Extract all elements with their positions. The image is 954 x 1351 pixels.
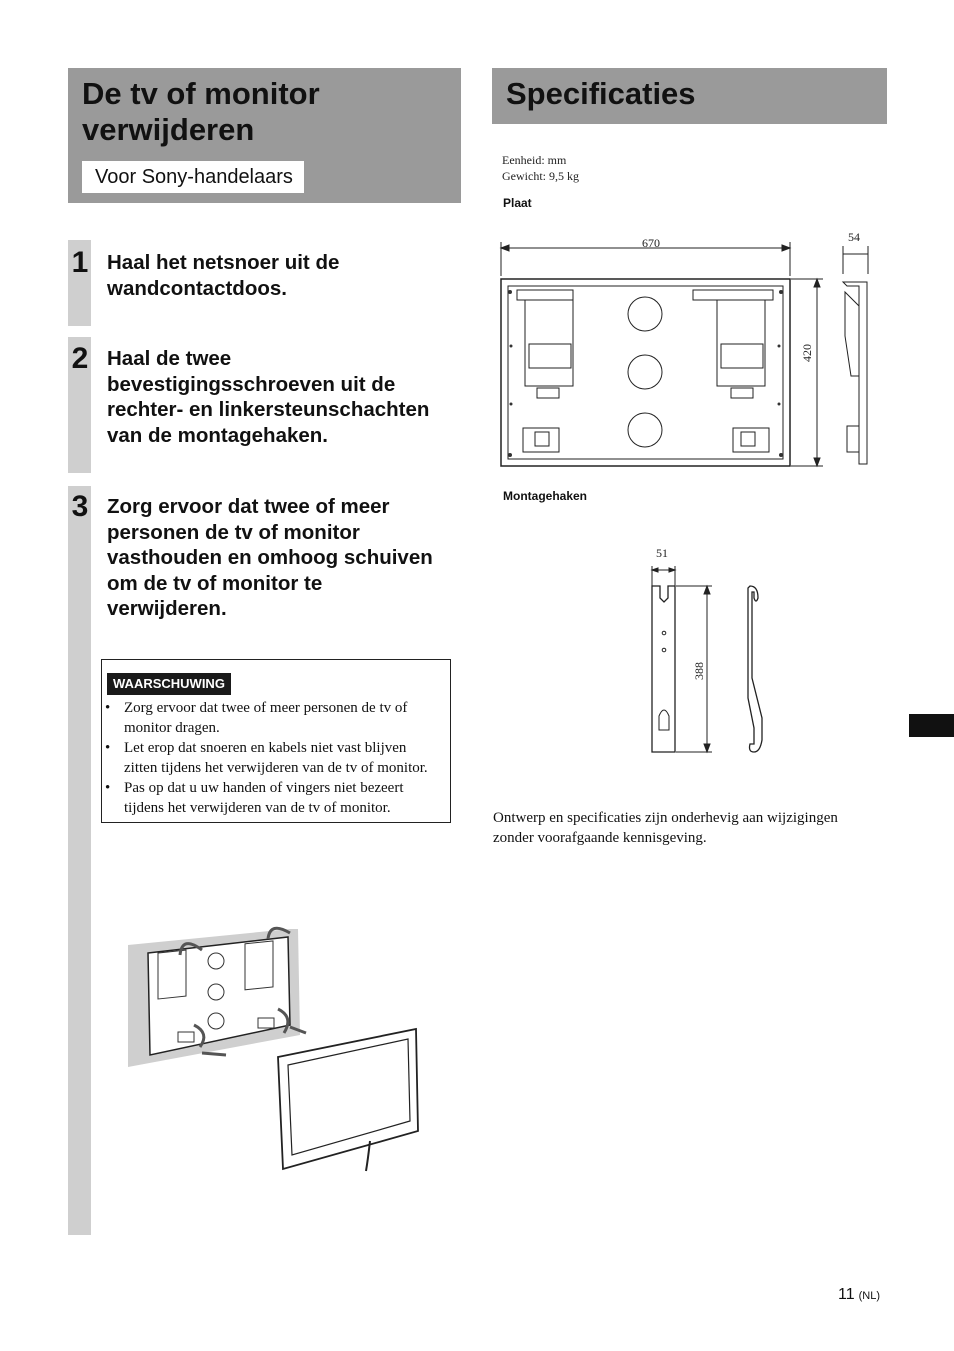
warning-item <box>105 698 449 738</box>
plate-width-dim: 670 <box>642 236 660 250</box>
warning-line: Pas op dat u uw handen of vingers niet bezeert <box>124 780 404 796</box>
warning-line: monitor dragen. <box>124 720 220 736</box>
warning-line: Zorg ervoor dat twee of meer personen de tv of <box>124 700 408 716</box>
weight-text: Gewicht: 9,5 kg <box>502 169 579 183</box>
step-line: Haal het netsnoer uit de <box>107 251 340 274</box>
step-number: 2 <box>71 342 89 375</box>
page-language: (NL) <box>858 1290 880 1302</box>
bullet: • <box>105 700 111 716</box>
title-line: De tv of monitor <box>82 76 320 111</box>
page-title-removal <box>82 76 452 148</box>
bullet: • <box>105 740 111 756</box>
hook-width-dim: 51 <box>656 546 668 560</box>
step-number: 3 <box>71 490 89 523</box>
plate-depth-dim: 54 <box>848 230 860 244</box>
step-line: Haal de twee <box>107 347 232 370</box>
unit-text: Eenheid: mm <box>502 153 567 167</box>
warning-text <box>124 778 449 818</box>
subtitle-dealers: Voor Sony-handelaars <box>82 161 304 193</box>
warning-line: Let erop dat snoeren en kabels niet vast blijven <box>124 740 407 756</box>
step-line: verwijderen. <box>107 597 227 620</box>
page-title-specs: Specificaties <box>506 76 696 111</box>
language-tab-marker <box>909 714 954 737</box>
step-line: vasthouden en omhoog schuiven <box>107 546 433 569</box>
step-number: 1 <box>71 246 89 279</box>
step-3-gutter <box>68 486 91 1235</box>
note-line: Ontwerp en specificaties zijn onderhevig aan wijzigingen <box>493 810 838 826</box>
step-2-text <box>107 346 463 448</box>
step-3-text <box>107 494 463 622</box>
step-line: om de tv of monitor te <box>107 571 323 595</box>
bullet: • <box>105 780 111 796</box>
step-line: van de montagehaken. <box>107 423 329 447</box>
step-line: bevestigingsschroeven uit de <box>107 372 396 396</box>
step-line: wandcontactdoos. <box>107 276 287 300</box>
hooks-label: Montagehaken <box>503 489 588 503</box>
step-1-text <box>107 250 463 301</box>
note-line: zonder voorafgaande kennisgeving. <box>493 830 707 846</box>
warning-line: zitten tijdens het verwijderen van de tv of monitor. <box>124 760 428 776</box>
warning-label: WAARSCHUWING <box>107 673 231 695</box>
warning-item <box>105 738 449 778</box>
plate-label: Plaat <box>503 196 532 210</box>
hooks-drawing <box>640 558 780 758</box>
step-line: Zorg ervoor dat twee of meer <box>107 495 390 518</box>
page-number <box>838 1286 880 1304</box>
warning-line: tijdens het verwijderen van de tv of monitor. <box>124 800 391 816</box>
specs-note <box>493 808 883 848</box>
page-number-value: 11 <box>838 1286 855 1303</box>
step-line: rechter- en linkersteunschachten <box>107 398 430 421</box>
removal-illustration <box>120 915 420 1180</box>
hook-height-dim: 388 <box>692 662 706 680</box>
plate-height-dim: 420 <box>800 344 814 362</box>
step-line: personen de tv of monitor <box>107 520 360 544</box>
warning-text <box>124 738 449 778</box>
plate-drawing <box>495 226 875 476</box>
warning-item <box>105 778 449 818</box>
warning-text <box>124 698 449 738</box>
title-line: verwijderen <box>82 112 255 147</box>
